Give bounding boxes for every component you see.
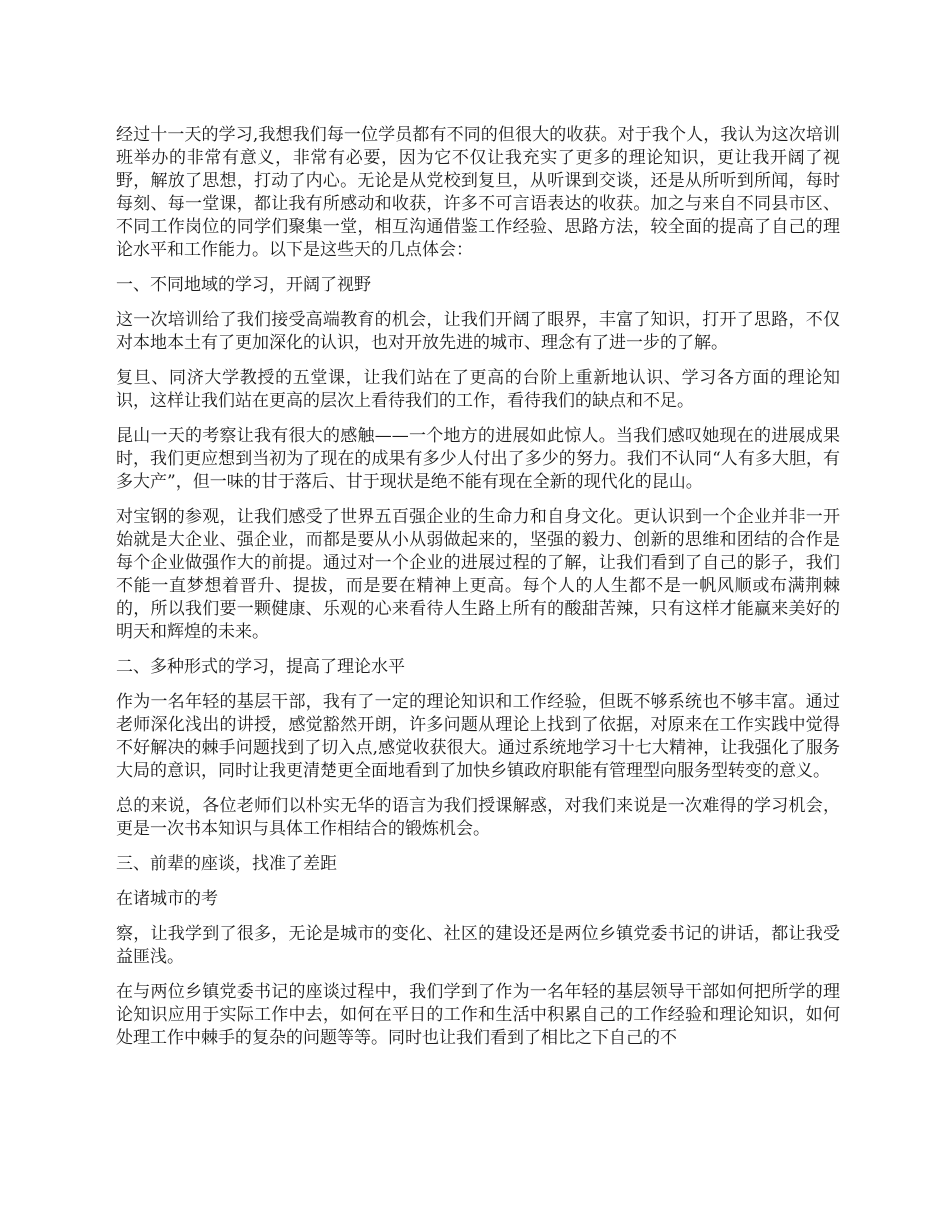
intro-paragraph: 经过十一天的学习,我想我们每一位学员都有不同的但很大的收获。对于我个人，我认为这次培训班举办的非常有意义，非常有必要，因为它不仅让我充实了更多的理论知识，更让我开阔了视野，解放了思想，打动了内心。无论是从党校到复旦，从听课到交谈，还是从所听到所闻，每时每刻、每一堂课，都让我有所感动和收获，许多不可言语表达的收获。加之与来自不同县市区、不同工作岗位的同学们聚集一堂，相互沟通借鉴工作经验、思路方法，较全面的提高了自己的理论水平和工作能力。以下是这些天的几点体会： (116, 125, 840, 260)
paragraph-fudan-lectures: 复旦、同济大学教授的五堂课，让我们站在了更高的台阶上重新地认识、学习各方面的理论知识，这样让我们站在更高的层次上看待我们的工作，看待我们的缺点和不足。 (116, 368, 840, 411)
paragraph-training-opportunity: 这一次培训给了我们接受高端教育的机会，让我们开阔了眼界，丰富了知识，打开了思路，不仅对本地本土有了更加深化的认识，也对开放先进的城市、理念有了进一步的了解。 (116, 310, 840, 353)
paragraph-zhucheng-fragment: 在诸城市的考 (116, 889, 218, 909)
paragraph-zhucheng-continued: 察，让我学到了很多，无论是城市的变化、社区的建设还是两位乡镇党委书记的讲话，都让我受益匪浅。 (116, 924, 840, 967)
paragraph-kunshan-visit: 昆山一天的考察让我有很大的感触——一个地方的进展如此惊人。当我们感叹她现在的进展成果时，我们更应想到当初为了现在的成果有多少人付出了多少的努力。我们不认同“人有多大胆，有多大产”，但一味的甘于落后、甘于现状是绝不能有现在全新的现代化的昆山。 (116, 426, 840, 492)
document-page (116, 124, 840, 1062)
paragraph-secretary-talk: 在与两位乡镇党委书记的座谈过程中，我们学到了作为一名年轻的基层领导干部如何把所学的理论知识应用于实际工作中去，如何在平日的工作和生活中积累自己的工作经验和理论知识，如何处理工作中棘手的复杂的问题等等。同时也让我们看到了相比之下自己的不 (116, 982, 840, 1048)
section-heading-1: 一、不同地域的学习，开阔了视野 (116, 275, 371, 295)
paragraph-baosteel-visit: 对宝钢的参观，让我们感受了世界五百强企业的生命力和自身文化。更认识到一个企业并非一开始就是大企业、强企业，而都是要从小从弱做起来的，坚强的毅力、创新的思维和团结的合作是每个企业做强作大的前提。通过对一个企业的进展过程的了解，让我们看到了自己的影子，我们不能一直梦想着晋升、提拔，而是要在精神上更高。每个人的人生都不是一帆风顺或布满荆棘的，所以我们要一颗健康、乐观的心来看待人生路上所有的酸甜苦辣，只有这样才能赢来美好的明天和辉煌的未来。 (116, 507, 840, 642)
paragraph-summary: 总的来说，各位老师们以朴实无华的语言为我们授课解惑，对我们来说是一次难得的学习机会，更是一次书本知识与具体工作相结合的锻炼机会。 (116, 796, 840, 839)
section-heading-3: 三、前辈的座谈，找准了差距 (116, 854, 337, 874)
paragraph-theory-learning: 作为一名年轻的基层干部，我有了一定的理论知识和工作经验，但既不够系统也不够丰富。通过老师深化浅出的讲授，感觉豁然开朗，许多问题从理论上找到了依据，对原来在工作实践中觉得不好解决的棘手问题找到了切入点,感觉收获很大。通过系统地学习十七大精神，让我强化了服务大局的意识，同时让我更清楚更全面地看到了加快乡镇政府职能有管理型向服务型转变的意义。 (116, 692, 840, 781)
section-heading-2: 二、多种形式的学习，提高了理论水平 (116, 657, 405, 677)
